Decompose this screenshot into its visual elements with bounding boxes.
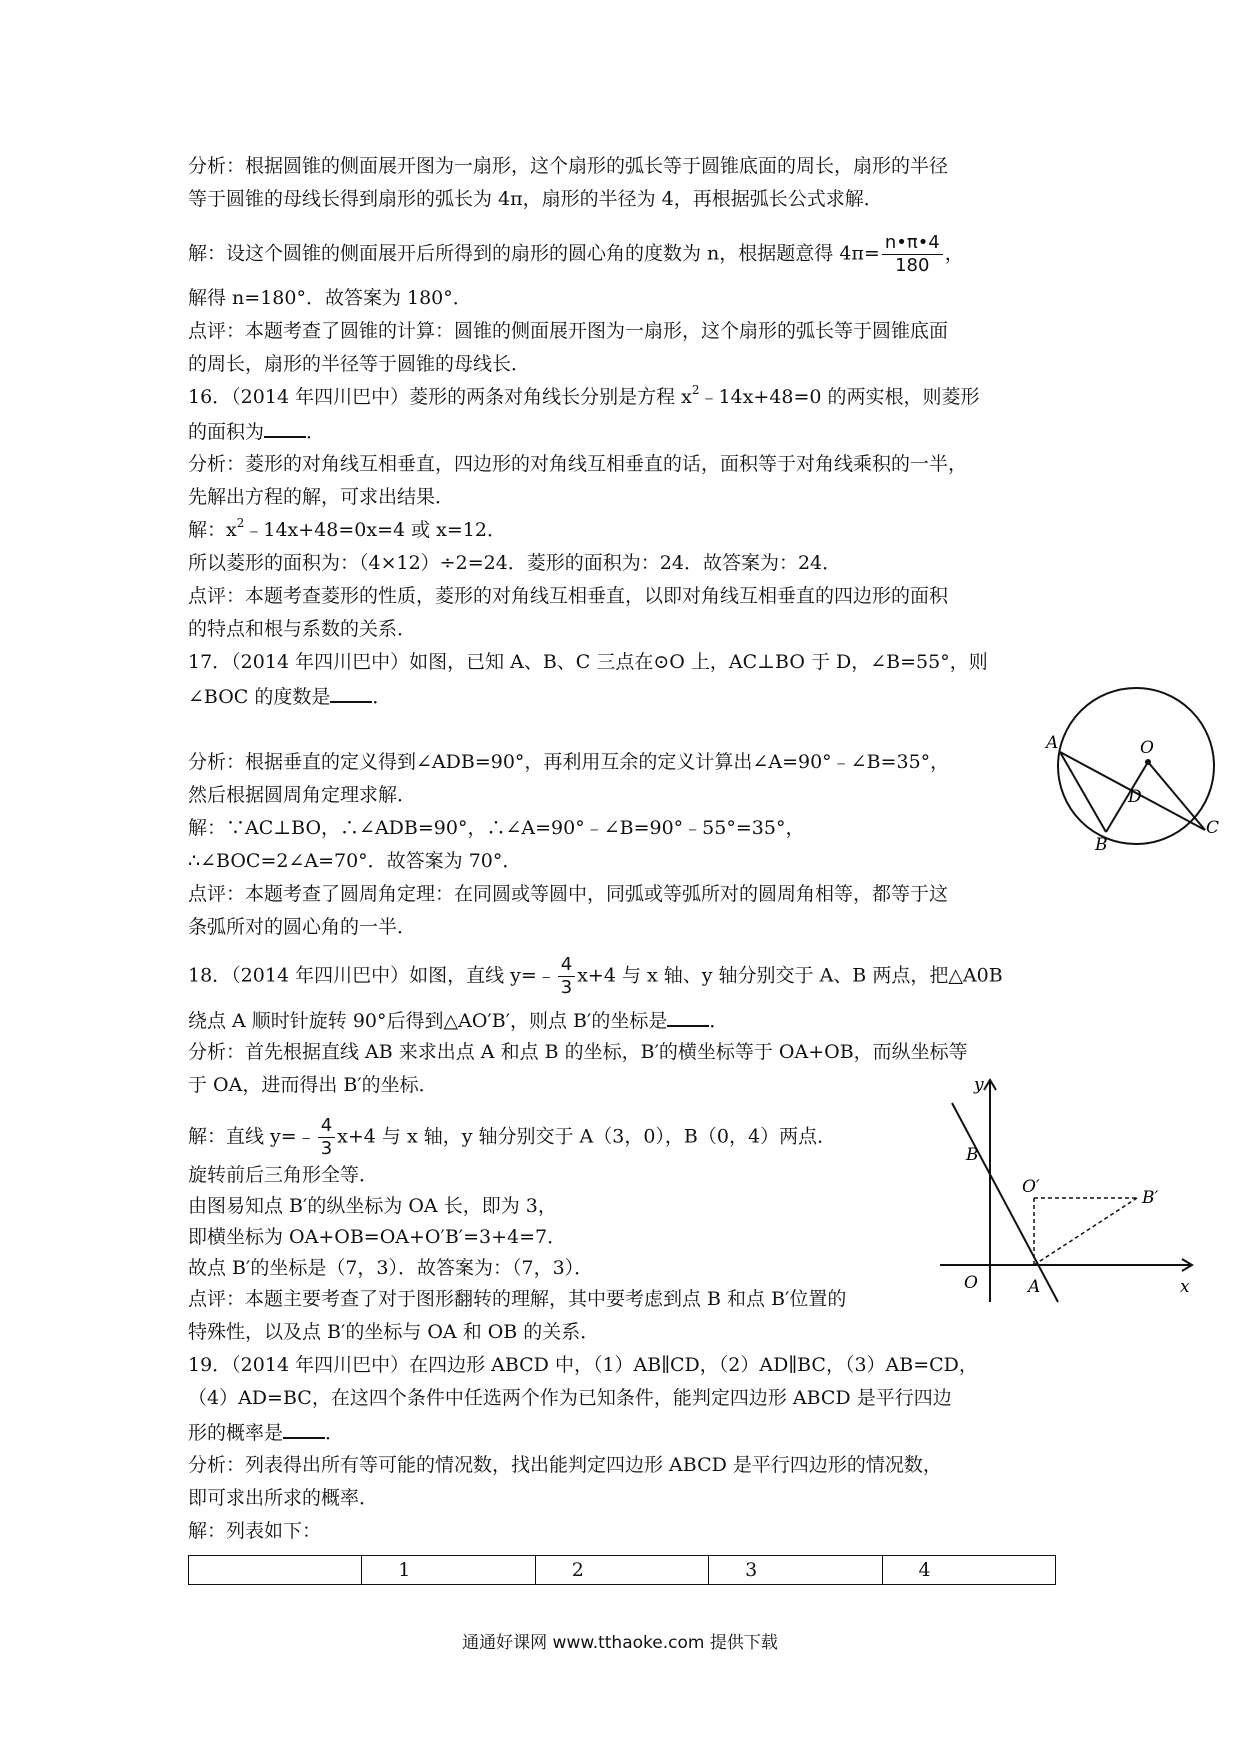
label-o-prime: O′ [1022, 1177, 1040, 1197]
p18-solution-line4: 即横坐标为 OA+OB=OA+O′B′=3+4=7． [188, 1226, 567, 1248]
p17-question-line1: 17．（2014 年四川巴中）如图，已知 A、B、C 三点在⊙O 上，AC⊥BO 于 D，∠B=55°，则 [188, 651, 988, 673]
label-o: O [964, 1273, 978, 1293]
p18-solution-line1 [188, 1115, 836, 1160]
p18-solution-line3: 由图易知点 B′的纵坐标为 OA 长，即为 3， [188, 1195, 557, 1217]
p18-solution-text-a: 解：直线 y=﹣ [188, 1125, 316, 1148]
p18-analysis-line1: 分析：首先根据直线 AB 来求出点 A 和点 B 的坐标，B′的横坐标等于 OA+OB，而纵坐标等 [188, 1041, 968, 1063]
p15-analysis-line1: 分析：根据圆锥的侧面展开图为一扇形，这个扇形的弧长等于圆锥底面的周长，扇形的半径 [188, 155, 949, 177]
p18-question-line2 [188, 1007, 728, 1033]
p15-solution-comma: ， [944, 242, 964, 265]
p15-comment-line2: 的周长，扇形的半径等于圆锥的母线长． [188, 353, 531, 375]
label-d: D [1128, 787, 1142, 807]
table-row [189, 1556, 1056, 1585]
p15-solution-line2: 解得 n=180°．故答案为 180°． [188, 287, 472, 309]
p16-solution-text-b: ﹣14x+48=0x=4 或 x=12． [244, 519, 506, 541]
p16-comment-line2: 的特点和根与系数的关系． [188, 618, 417, 640]
p16-question-text-b: ﹣14x+48=0 的两实根，则菱形 [699, 386, 980, 408]
label-c: C [1206, 818, 1220, 838]
center-point [1145, 759, 1151, 765]
p17-circle-figure [1040, 680, 1220, 860]
p17-analysis-line2: 然后根据圆周角定理求解． [188, 784, 417, 806]
p17-solution-line1: 解：∵AC⊥BO，∴∠ADB=90°，∴∠A=90°﹣∠B=90°﹣55°=35°， [188, 817, 805, 839]
p15-solution-line1 [188, 232, 964, 277]
label-y: y [974, 1075, 984, 1095]
p19-answer-blank [283, 1419, 325, 1439]
p18-analysis-line2: 于 OA，进而得出 B′的坐标． [188, 1074, 438, 1096]
p15-fraction-numerator: n•π•4 [882, 232, 943, 255]
p16-comment-line1: 点评：本题考查菱形的性质，菱形的对角线互相垂直，以即对角线互相垂直的四边形的面积 [188, 585, 949, 607]
p18-comment-line2: 特殊性，以及点 B′的坐标与 OA 和 OB 的关系． [188, 1321, 600, 1343]
label-a: A [1028, 1277, 1041, 1297]
p16-question-end: ． [306, 421, 326, 443]
segment-oc [1148, 762, 1205, 830]
p16-solution-line2: 所以菱形的面积为：（4×12）÷2=24．菱形的面积为：24．故答案为：24． [188, 552, 842, 574]
label-b-prime: B′ [1142, 1188, 1159, 1208]
label-x: x [1180, 1277, 1190, 1297]
p17-question-line2 [188, 683, 391, 709]
p15-analysis-line2: 等于圆锥的母线长得到扇形的弧长为 4π，扇形的半径为 4，再根据弧长公式求解． [188, 188, 883, 210]
label-b: B [1095, 835, 1108, 855]
p18-comment-line1: 点评：本题主要考查了对于图形翻转的理解，其中要考虑到点 B 和点 B′位置的 [188, 1288, 847, 1310]
segment-ab-prime [1034, 1198, 1137, 1265]
label-b: B [966, 1145, 979, 1165]
p16-answer-blank [264, 418, 306, 438]
table-cell: 3 [709, 1556, 882, 1585]
p15-fraction [882, 232, 943, 277]
p16-solution-line1 [188, 518, 506, 542]
p18-solution-frac-den: 3 [320, 1138, 333, 1159]
p17-question-text: ∠BOC 的度数是 [188, 686, 331, 708]
p17-comment-line1: 点评：本题考查了圆周角定理：在同圆或等圆中，同弧或等弧所对的圆周角相等，都等于这 [188, 883, 949, 905]
p18-question-fraction [558, 954, 575, 999]
table-cell: 2 [535, 1556, 708, 1585]
p19-analysis-line2: 即可求出所求的概率． [188, 1487, 379, 1509]
p19-question-text: 形的概率是 [188, 1422, 284, 1444]
p16-question-line2 [188, 418, 325, 444]
p18-solution-text-b: x+4 与 x 轴，y 轴分别交于 A（3，0），B（0，4）两点． [337, 1125, 837, 1148]
p18-question-text-a: 18．（2014 年四川巴中）如图，直线 y=﹣ [188, 964, 556, 987]
p19-question-line1: 19．（2014 年四川巴中）在四边形 ABCD 中，（1）AB∥CD，（2）AD∥BC，（3）AB=CD， [188, 1354, 978, 1376]
p16-question-text-a: 16．（2014 年四川巴中）菱形的两条对角线长分别是方程 x [188, 386, 692, 408]
p16-question-line1 [188, 385, 980, 409]
p19-list-table [188, 1555, 1056, 1585]
p16-analysis-line1: 分析：菱形的对角线互相垂直，四边形的对角线互相垂直的话，面积等于对角线乘积的一半， [188, 453, 968, 475]
page-footer: 通通好课网 www.tthaoke.com 提供下载 [462, 1633, 778, 1653]
table-cell: 1 [362, 1556, 535, 1585]
p17-comment-line2: 条弧所对的圆心角的一半． [188, 916, 417, 938]
p15-comment-line1: 点评：本题考查了圆锥的计算：圆锥的侧面展开图为一扇形，这个扇形的弧长等于圆锥底面 [188, 320, 949, 342]
p18-solution-fraction [318, 1115, 335, 1160]
p18-question-line1 [188, 954, 1003, 999]
p18-question-text: 绕点 A 顺时针旋转 90°后得到△AO′B′，则点 B′的坐标是 [188, 1010, 668, 1032]
p18-question-text-b: x+4 与 x 轴、y 轴分别交于 A、B 两点，把△A0B [577, 964, 1003, 987]
p18-answer-blank [667, 1007, 709, 1027]
p19-question-end: ． [325, 1422, 345, 1444]
p18-solution-line5: 故点 B′的坐标是（7，3）．故答案为：（7，3）． [188, 1257, 594, 1279]
p16-solution-text-a: 解：x [188, 519, 237, 541]
label-a: A [1046, 733, 1059, 753]
p16-question-text: 的面积为 [188, 421, 265, 443]
p19-solution-line1: 解：列表如下： [188, 1520, 322, 1542]
table-cell: 4 [882, 1556, 1055, 1585]
p18-question-end: ． [709, 1010, 729, 1032]
p19-question-line2: （4）AD=BC，在这四个条件中任选两个作为已知条件，能判定四边形 ABCD 是平行四边 [188, 1387, 952, 1409]
p17-question-end: ． [372, 686, 392, 708]
p18-coordinate-figure [930, 1070, 1200, 1310]
p16-question-sup: 2 [691, 383, 700, 397]
p15-fraction-denominator: 180 [895, 255, 930, 276]
p16-solution-sup: 2 [236, 516, 245, 530]
p19-question-line3 [188, 1419, 344, 1445]
p17-answer-blank [330, 683, 372, 703]
p15-solution-text: 解：设这个圆锥的侧面展开后所得到的扇形的圆心角的度数为 n，根据题意得 4π= [188, 242, 880, 265]
circle-o [1058, 688, 1214, 844]
p16-analysis-line2: 先解出方程的解，可求出结果． [188, 486, 455, 508]
p19-analysis-line1: 分析：列表得出所有等可能的情况数，找出能判定四边形 ABCD 是平行四边形的情况数， [188, 1454, 942, 1476]
p18-question-frac-num: 4 [558, 954, 575, 977]
label-o: O [1140, 738, 1154, 758]
p18-solution-line2: 旋转前后三角形全等． [188, 1164, 379, 1186]
p17-solution-line2: ∴∠BOC=2∠A=70°．故答案为 70°． [188, 850, 522, 872]
p18-solution-frac-num: 4 [318, 1115, 335, 1138]
p18-question-frac-den: 3 [560, 977, 573, 998]
p17-analysis-line1: 分析：根据垂直的定义得到∠ADB=90°，再利用互余的定义计算出∠A=90°﹣∠B=35°， [188, 751, 950, 773]
table-cell [189, 1556, 362, 1585]
